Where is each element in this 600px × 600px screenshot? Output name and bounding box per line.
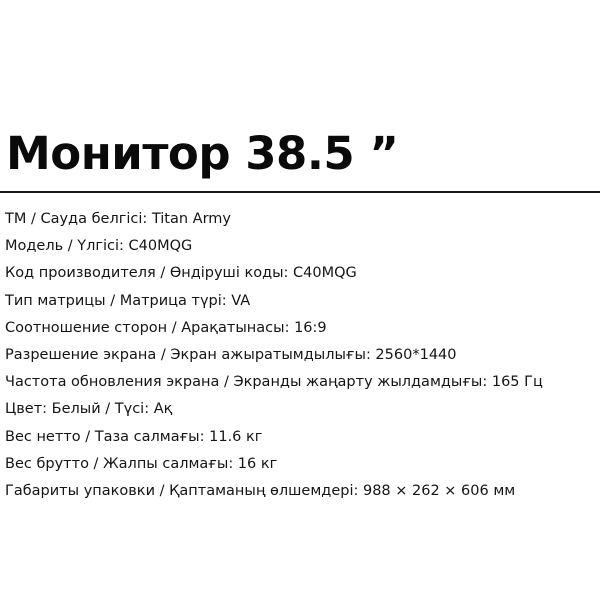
spec-matrix-type: Тип матрицы / Матрица түрі: VA — [5, 292, 251, 309]
spec-package-dimensions: Габариты упаковки / Қаптаманың өлшемдері: 988 × 262 × 606 мм — [5, 482, 516, 499]
spec-resolution: Разрешение экрана / Экран ажыратымдылығы: 2560*1440 — [5, 346, 457, 363]
spec-color: Цвет: Белый / Түсі: Ақ — [5, 401, 173, 418]
title-divider — [0, 191, 600, 193]
product-title: Монитор 38.5 ” — [6, 127, 399, 180]
spec-list — [5, 206, 543, 505]
spec-model: Модель / Үлгісі: C40MQG — [5, 238, 193, 255]
spec-manufacturer-code: Код производителя / Өндіруші коды: C40MQG — [5, 265, 357, 282]
spec-aspect-ratio: Соотношение сторон / Арақатынасы: 16:9 — [5, 319, 327, 336]
spec-net-weight: Вес нетто / Таза салмағы: 11.6 кг — [5, 428, 263, 445]
spec-trademark: ТМ / Сауда белгісі: Titan Army — [5, 211, 231, 227]
spec-refresh-rate: Частота обновления экрана / Экранды жаңарту жылдамдығы: 165 Гц — [5, 374, 543, 391]
spec-gross-weight: Вес брутто / Жалпы салмағы: 16 кг — [5, 455, 278, 472]
